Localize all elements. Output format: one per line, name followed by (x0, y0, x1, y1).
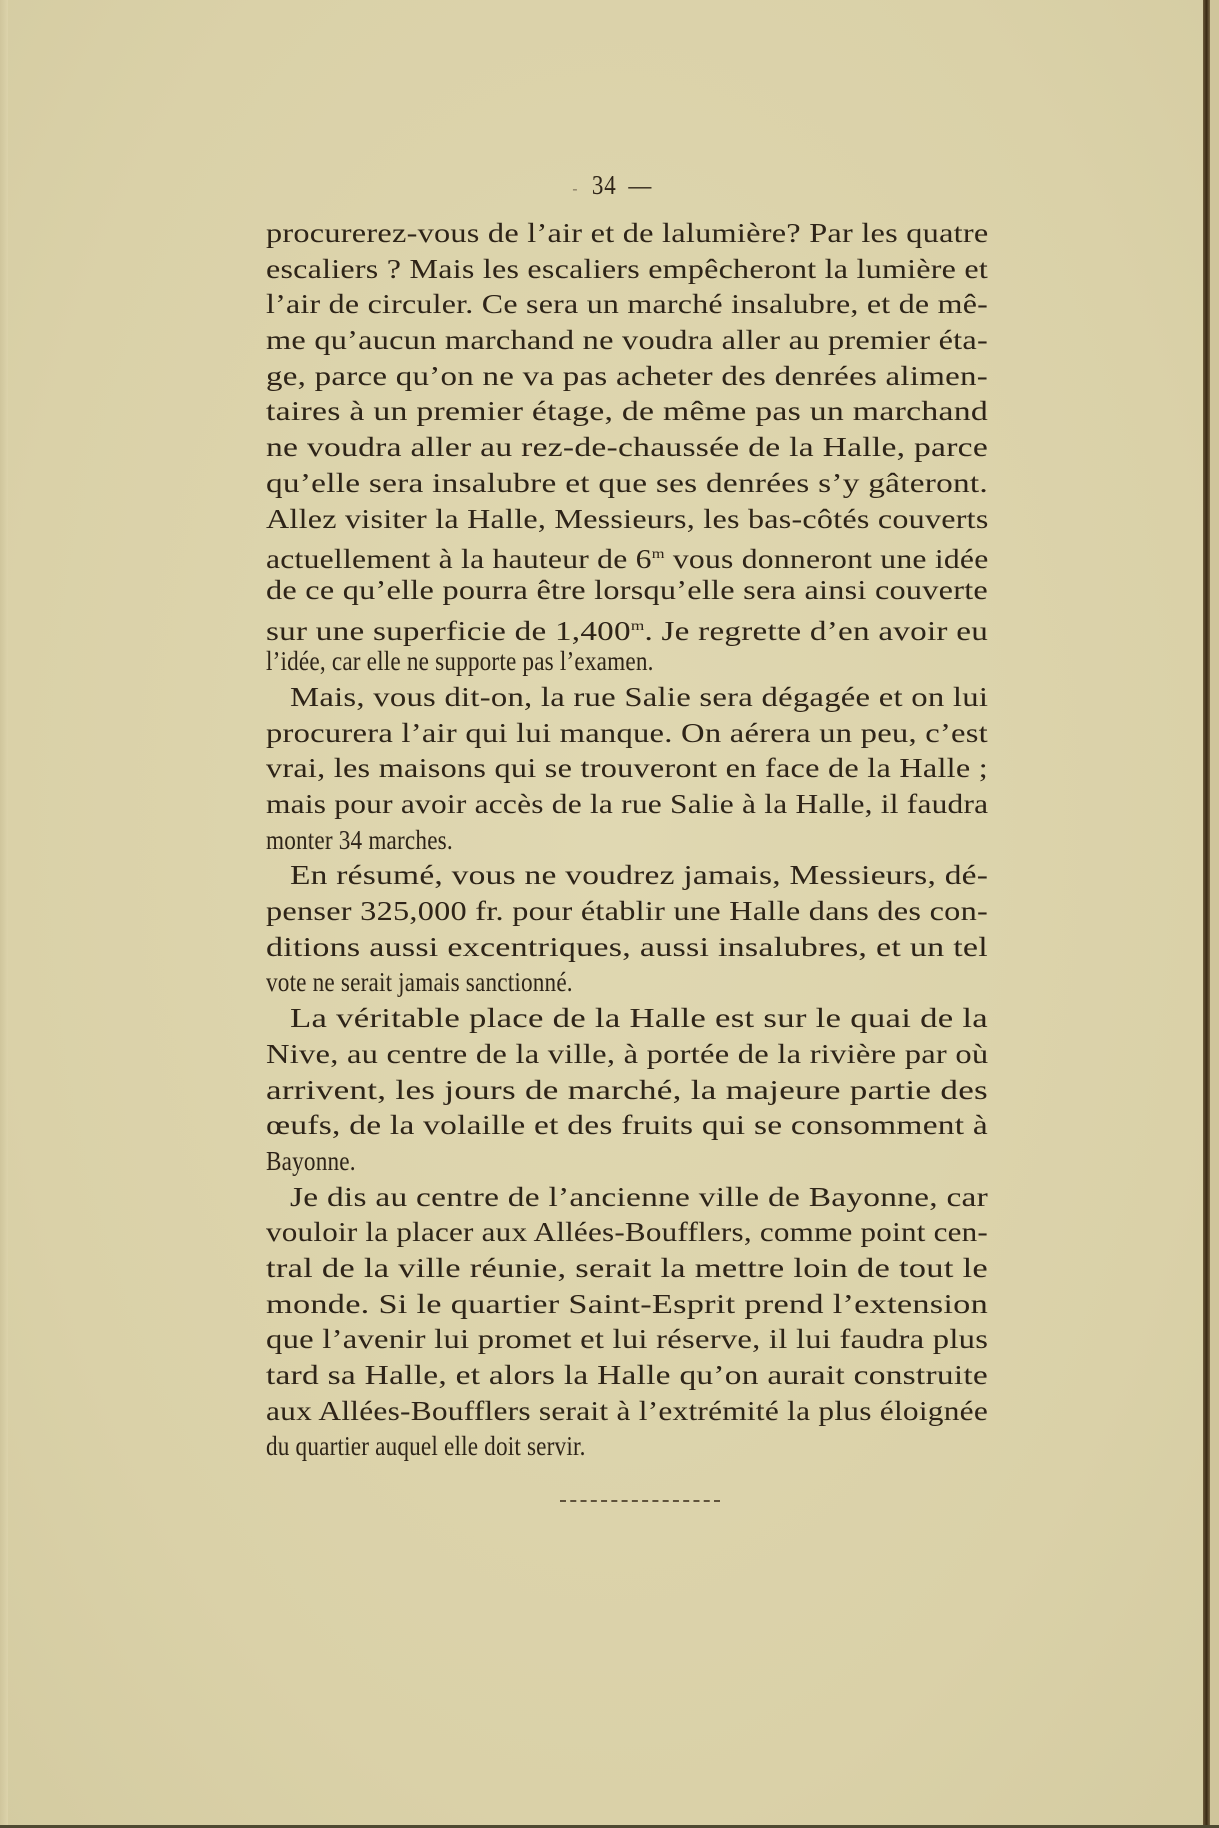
text-line (266, 1394, 988, 1430)
text-line-content: monde. Si le quartier Saint-Esprit prend l’extension (266, 1288, 988, 1319)
text-line-content: penser 325,000 fr. pour établir une Halle dans des con- (266, 896, 988, 927)
text-line-content: Nive, au centre de la ville, à portée de la rivière par où (266, 1038, 989, 1069)
text-line (266, 1144, 988, 1180)
text-line (266, 252, 988, 288)
text-line (266, 1251, 988, 1287)
body-text (266, 216, 988, 1465)
text-line (266, 680, 988, 716)
text-line (266, 430, 988, 466)
text-line-content: ditions aussi excentriques, aussi insalubres, et un tel (266, 931, 988, 962)
text-line (266, 1180, 988, 1216)
text-line-content: Je dis au centre de l’ancienne ville de Bayonne, car (289, 1181, 988, 1212)
text-line (266, 965, 988, 1001)
text-line (266, 287, 988, 323)
text-line-content: procurerez-vous de l’air et de lalumière? Par les quatre (266, 218, 989, 248)
page-left-edge (0, 0, 8, 1828)
text-line (266, 858, 988, 894)
header-dash-right: — (628, 170, 653, 200)
text-line (266, 1108, 988, 1144)
text-line (266, 359, 988, 395)
text-line (266, 573, 988, 609)
text-line-content: l’idée, car elle ne supporte pas l’examen. (266, 646, 654, 677)
text-line (266, 823, 988, 859)
adjacent-page-edge (1210, 0, 1219, 1828)
text-line (266, 930, 988, 966)
text-line (266, 1215, 988, 1251)
text-line-content: escaliers ? Mais les escaliers empêcheront la lumière et (266, 253, 988, 284)
text-line (266, 1001, 988, 1037)
text-line-content: qu’elle sera insalubre et que ses denrées s’y gâteront. (266, 467, 988, 498)
text-line-content: mais pour avoir accès de la rue Salie à la Halle, il faudra (266, 789, 989, 819)
text-line (266, 1358, 988, 1394)
text-line-content: actuellement à la hauteur de 6 (266, 544, 652, 575)
text-line (266, 609, 988, 645)
text-line-continuation: vous donneront une idée (664, 544, 989, 575)
text-line (266, 1073, 988, 1109)
text-line-content: monter 34 marches. (266, 824, 453, 855)
end-of-text-rule (560, 1500, 720, 1502)
text-line-content: œufs, de la volaille et des fruits qui se consomment à (266, 1110, 988, 1141)
text-line (266, 323, 988, 359)
text-line (266, 394, 988, 430)
text-line-content: que l’avenir lui promet et lui réserve, il lui faudra plus (266, 1324, 989, 1355)
text-line (266, 466, 988, 502)
text-line-content: vote ne serait jamais sanctionné. (266, 967, 573, 998)
text-line-content: aux Allées-Boufflers serait à l’extrémité la plus éloignée (266, 1395, 988, 1426)
header-dash-left: - (572, 178, 579, 198)
text-line-content: l’air de circuler. Ce sera un marché insalubre, et de mê- (266, 289, 988, 320)
text-line-content: tral de la ville réunie, serait la mettre loin de tout le (266, 1252, 988, 1283)
text-line-content: ge, parce qu’on ne va pas acheter des denrées alimen- (266, 360, 988, 391)
text-line-content: me qu’aucun marchand ne voudra aller au premier éta- (266, 325, 988, 356)
text-line-content: Allez visiter la Halle, Messieurs, les bas-côtés couverts (266, 503, 989, 534)
text-line-content: de ce qu’elle pourra être lorsqu’elle sera ainsi couverte (266, 574, 988, 605)
text-line-content: sur une superficie de 1,400 (266, 615, 631, 646)
text-line (266, 216, 988, 252)
page-number-header (94, 170, 1130, 201)
text-line-content: tard sa Halle, et alors la Halle qu’on aurait construite (266, 1360, 988, 1390)
text-line (266, 894, 988, 930)
page-number: 34 (591, 170, 617, 200)
text-line (266, 787, 988, 823)
text-line-content: vouloir la placer aux Allées-Boufflers, comme point cen- (266, 1217, 989, 1248)
text-line-content: Bayonne. (266, 1145, 356, 1176)
text-line (266, 716, 988, 752)
book-spine-edge (1203, 0, 1210, 1828)
text-line (266, 751, 988, 787)
superscript-unit: m (630, 618, 645, 634)
superscript-unit: m (651, 547, 665, 563)
text-line-content: procurera l’air qui lui manque. On aérera un peu, c’est (266, 717, 988, 748)
text-line (266, 1037, 988, 1073)
text-line-content: La véritable place de la Halle est sur le quai de la (289, 1003, 988, 1034)
text-line (266, 502, 988, 538)
text-line-content: taires à un premier étage, de même pas un marchand (266, 396, 988, 427)
text-line (266, 1322, 988, 1358)
text-line-content: En résumé, vous ne voudrez jamais, Messieurs, dé- (289, 860, 989, 891)
text-line-content: arrivent, les jours de marché, la majeure partie des (266, 1074, 988, 1105)
text-line (266, 1287, 988, 1323)
text-line-content: du quartier auquel elle doit servir. (266, 1431, 586, 1462)
text-line (266, 644, 988, 680)
text-line-content: Mais, vous dit-on, la rue Salie sera dégagée et on lui (289, 681, 989, 712)
text-line-content: vrai, les maisons qui se trouveront en face de la Halle ; (266, 753, 988, 784)
text-line-content: ne voudra aller au rez-de-chaussée de la Halle, parce (266, 432, 988, 463)
text-line (266, 537, 988, 573)
text-line-continuation: . Je regrette d’en avoir eu (644, 615, 989, 646)
text-line (266, 1429, 988, 1465)
